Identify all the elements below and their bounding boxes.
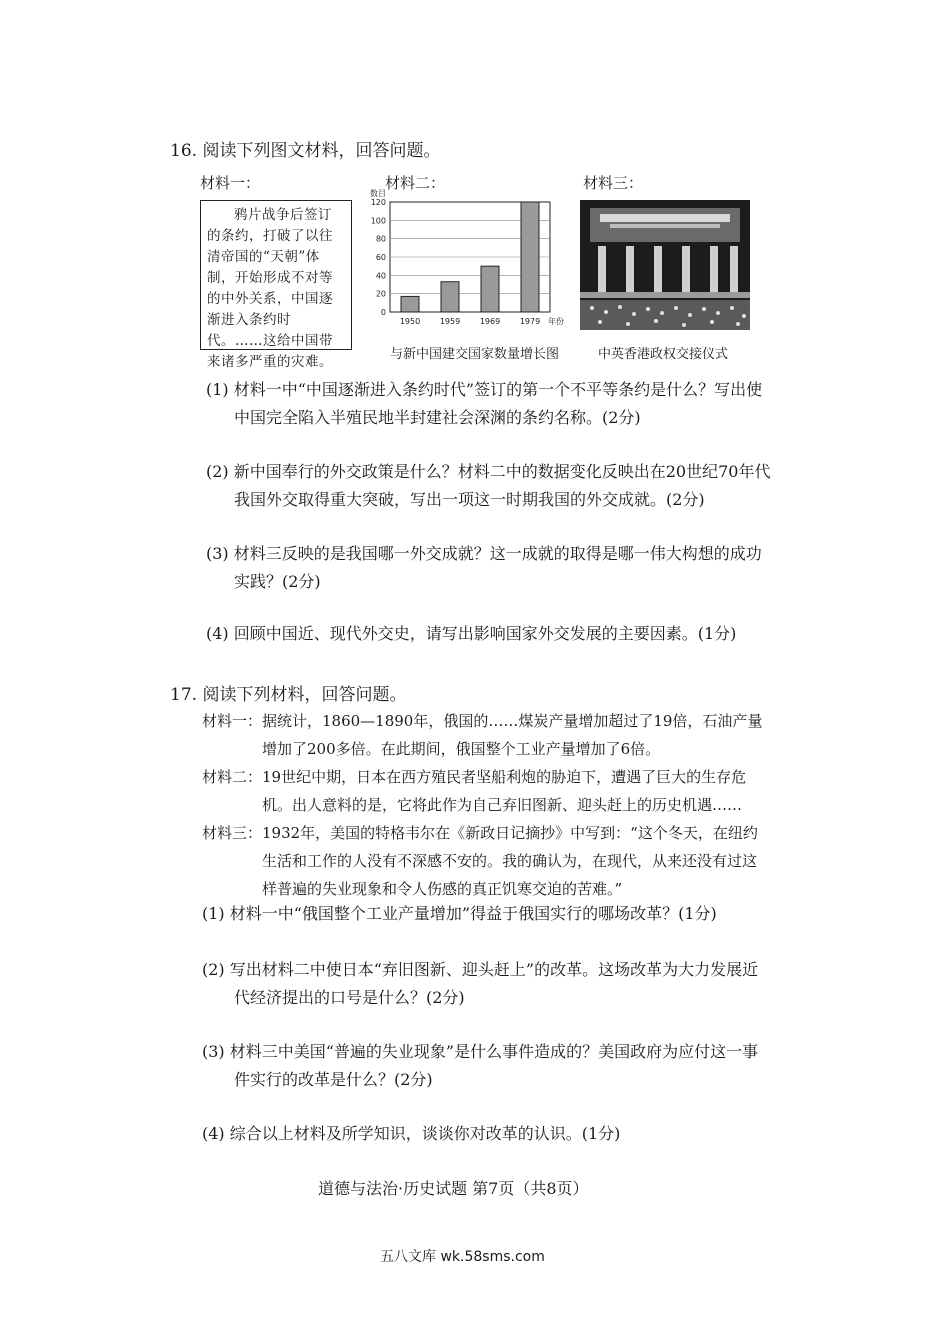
- q16-sub4-line1: (4) 回顾中国近、现代外交史，请写出影响国家外交发展的主要因素。(1分): [206, 624, 737, 643]
- q17-material-3-line1: 材料三：1932年，美国的特格韦尔在《新政日记摘抄》中写到：“这个冬天，在纽约: [202, 824, 758, 842]
- ceremony-photo-illustration: [580, 200, 750, 330]
- bar-1979: [521, 202, 539, 312]
- y-tick-label: 100: [370, 216, 386, 226]
- x-tick-label: 1969: [479, 317, 501, 326]
- bar-1959: [441, 282, 459, 312]
- q17-sub2-line2: 代经济提出的口号是什么？(2分): [234, 988, 465, 1007]
- x-tick-label: 1959: [439, 317, 461, 326]
- q16-sub3-line1: (3) 材料三反映的是我国哪一外交成就？这一成就的取得是哪一伟大构想的成功: [206, 544, 762, 563]
- material-1-box: [200, 200, 352, 370]
- material-2-label: 材料二：: [385, 174, 446, 192]
- q16-sub1-line2: 中国完全陷入半殖民地半封建社会深渊的条约名称。(2分): [234, 408, 641, 427]
- photo-caption: 中英香港政权交接仪式: [598, 347, 729, 362]
- q16-sub1-line1: (1) 材料一中“中国逐渐进入条约时代”签订的第一个不平等条约是什么？写出使: [206, 380, 763, 399]
- x-axis-label: 年份: [548, 317, 564, 326]
- y-tick-label: 80: [375, 234, 386, 244]
- material-1-label: 材料一：: [200, 174, 261, 192]
- y-tick-label: 0: [380, 308, 386, 317]
- material-1-text: 鸦片战争后签订的条约，打破了以往清帝国的“天朝”体制，开始形成不对等的中外关系，中国逐渐进入条约时代。……这给中国带来诸多严重的灾难。: [207, 207, 333, 370]
- q16-sub2-line1: (2) 新中国奉行的外交政策是什么？材料二中的数据变化反映出在20世纪70年代: [206, 462, 771, 481]
- page-footer: 道德与法治·历史试题 第7页（共8页）: [318, 1179, 589, 1198]
- q17-material-3-line2: 生活和工作的人没有不深感不安的。我的确认为，在现代，从来还没有过这: [262, 852, 758, 870]
- q17-material-2-line2: 机。出人意料的是，它将此作为自己弃旧图新、迎头赶上的历史机遇……: [262, 796, 743, 814]
- q17-sub3-line1: (3) 材料三中美国“普遍的失业现象”是什么事件造成的？美国政府为应付这一事: [202, 1042, 759, 1061]
- q17-sub2-line1: (2) 写出材料二中使日本“弃旧图新、迎头赶上”的改革。这场改革为大力发展近: [202, 960, 759, 979]
- q17-sub3-line2: 件实行的改革是什么？(2分): [234, 1070, 433, 1089]
- bar-1969: [481, 266, 499, 312]
- q17-sub4-line1: (4) 综合以上材料及所学知识，谈谈你对改革的认识。(1分): [202, 1124, 621, 1143]
- diplomatic-relations-chart: [360, 186, 564, 336]
- y-axis-label: 数目: [370, 189, 386, 198]
- q17-material-1-line1: 材料一：据统计，1860—1890年，俄国的……煤炭产量增加超过了19倍，石油产量: [202, 712, 763, 730]
- q16-sub3-line2: 实践？(2分): [234, 572, 321, 591]
- q17-sub1-line1: (1) 材料一中“俄国整个工业产量增加”得益于俄国实行的哪场改革？(1分): [202, 904, 717, 923]
- x-tick-label: 1979: [519, 317, 541, 326]
- question-17-title: 17. 阅读下列材料，回答问题。: [170, 685, 407, 705]
- question-16-title: 16. 阅读下列图文材料，回答问题。: [170, 141, 441, 161]
- y-tick-label: 20: [375, 289, 386, 299]
- y-tick-label: 40: [375, 271, 386, 281]
- bar-1950: [401, 296, 419, 312]
- x-tick-label: 1950: [399, 317, 421, 326]
- handover-ceremony-photo: [580, 200, 750, 330]
- q16-sub2-line2: 我国外交取得重大突破，写出一项这一时期我国的外交成就。(2分): [234, 490, 705, 509]
- q17-material-2-line1: 材料二：19世纪中期，日本在西方殖民者坚船利炮的胁迫下，遭遇了巨大的生存危: [202, 768, 747, 786]
- y-tick-label: 60: [375, 253, 386, 262]
- chart-caption: 与新中国建交国家数量增长图: [390, 347, 560, 362]
- q17-material-1-line2: 增加了200多倍。在此期间，俄国整个工业产量增加了6倍。: [262, 740, 661, 758]
- material-3-label: 材料三：: [583, 174, 644, 192]
- site-watermark: 五八文库 wk.58sms.com: [380, 1249, 545, 1265]
- q17-material-3-line3: 样普遍的失业现象和令人伤感的真正饥寒交迫的苦难。”: [262, 880, 623, 898]
- y-tick-label: 120: [370, 198, 386, 207]
